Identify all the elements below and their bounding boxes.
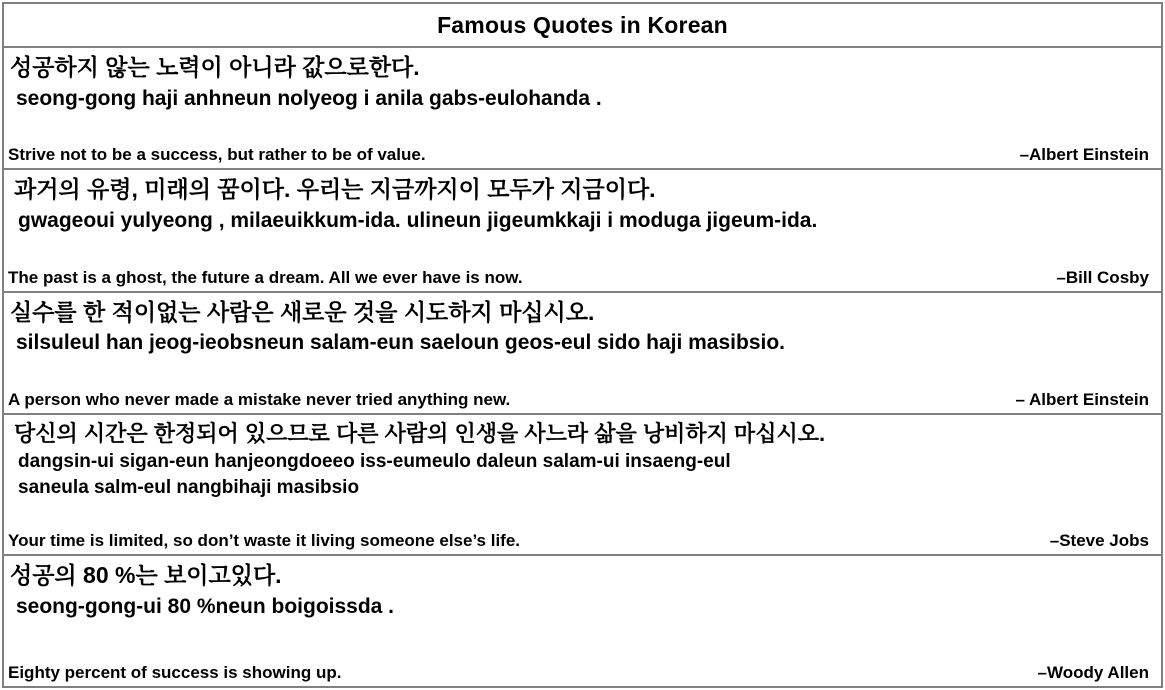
quote-romanization: seong-gong haji anhneun nolyeog i anila gabs-eulohanda . (16, 86, 602, 110)
quote-romanization: silsuleul han jeog-ieobsneun salam-eun saeloun geos-eul sido haji masibsio. (16, 331, 786, 355)
quotes-table (2, 2, 1163, 688)
table-title-row (4, 4, 1161, 48)
quote-romanization: dangsin-ui sigan-eun hanjeongdoeeo iss-eumeulo daleun salam-ui insaeng-eul (18, 451, 731, 473)
quote-row-1 (4, 48, 1161, 170)
quote-row-3 (4, 293, 1161, 415)
quote-korean: 당신의 시간은 한정되어 있으므로 다른 사람의 인생을 사느라 삶을 낭비하지 마십시오. (14, 420, 826, 446)
quote-korean: 성공의 80 %는 보이고있다. (10, 562, 282, 588)
quote-romanization: gwageoui yulyeong , milaeuikkum-ida. ulineun jigeumkkaji i moduga jigeum-ida. (18, 209, 818, 232)
quote-attribution: –Woody Allen (1037, 663, 1149, 682)
quote-romanization: seong-gong-ui 80 %neun boigoissda . (16, 594, 395, 618)
quote-row-5 (4, 556, 1161, 686)
quote-english: Eighty percent of success is showing up. (8, 663, 342, 682)
quote-footer (4, 388, 1161, 413)
quote-korean: 실수를 한 적이없는 사람은 새로운 것을 시도하지 마십시오. (10, 298, 595, 325)
quote-attribution: –Steve Jobs (1049, 531, 1149, 550)
quote-footer (4, 143, 1161, 168)
quote-english: Your time is limited, so don’t waste it living someone else’s life. (8, 531, 521, 550)
quote-romanization-cont: saneula salm-eul nangbihaji masibsio (18, 477, 360, 498)
quote-korean: 과거의 유령, 미래의 꿈이다. 우리는 지금까지이 모두가 지금이다. (14, 176, 656, 203)
quote-english: The past is a ghost, the future a dream. All we ever have is now. (8, 267, 523, 287)
quote-row-4 (4, 415, 1161, 556)
quote-english: Strive not to be a success, but rather to be of value. (8, 145, 426, 165)
quote-english: A person who never made a mistake never tried anything new. (8, 389, 511, 409)
quote-footer (4, 661, 1161, 686)
quote-attribution: – Albert Einstein (1015, 389, 1149, 409)
page-title: Famous Quotes in Korean (437, 11, 728, 38)
quote-row-2 (4, 170, 1161, 292)
quote-footer (4, 529, 1161, 554)
quote-korean: 성공하지 않는 노력이 아니라 값으로한다. (10, 54, 420, 80)
quote-footer (4, 266, 1161, 291)
quote-attribution: –Bill Cosby (1056, 267, 1149, 287)
quote-attribution: –Albert Einstein (1019, 145, 1149, 165)
